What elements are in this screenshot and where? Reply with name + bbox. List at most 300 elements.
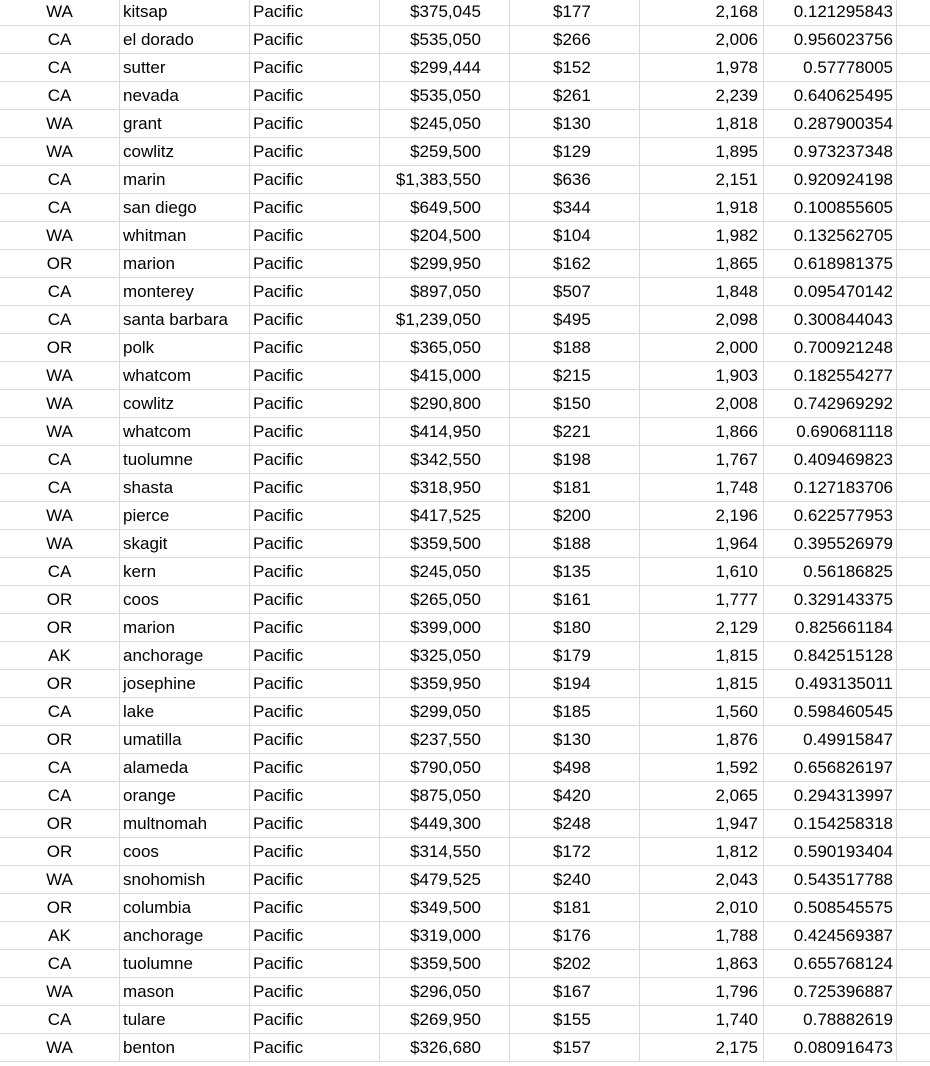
region-cell[interactable]: Pacific [250, 670, 380, 697]
sqft-cell[interactable]: 1,796 [640, 978, 764, 1005]
state-cell[interactable]: CA [0, 1006, 120, 1033]
region-cell[interactable]: Pacific [250, 222, 380, 249]
sqft-cell[interactable]: 2,098 [640, 306, 764, 333]
rent-cell[interactable]: $198 [510, 446, 640, 473]
state-cell[interactable]: WA [0, 978, 120, 1005]
sqft-cell[interactable]: 2,010 [640, 894, 764, 921]
price-cell[interactable]: $314,550 [380, 838, 510, 865]
region-cell[interactable]: Pacific [250, 502, 380, 529]
region-cell[interactable]: Pacific [250, 530, 380, 557]
county-cell[interactable]: tulare [120, 1006, 250, 1033]
table-row [0, 614, 930, 642]
county-cell[interactable]: sutter [120, 54, 250, 81]
region-cell[interactable]: Pacific [250, 810, 380, 837]
region-cell[interactable]: Pacific [250, 866, 380, 893]
ratio-cell[interactable]: 0.132562705 [764, 222, 897, 249]
county-cell[interactable]: san diego [120, 194, 250, 221]
region-cell[interactable]: Pacific [250, 950, 380, 977]
county-cell[interactable]: anchorage [120, 642, 250, 669]
state-cell[interactable]: CA [0, 194, 120, 221]
price-cell[interactable]: $359,500 [380, 530, 510, 557]
ratio-cell[interactable]: 0.956023756 [764, 26, 897, 53]
sqft-cell[interactable]: 1,863 [640, 950, 764, 977]
sqft-cell[interactable]: 1,815 [640, 670, 764, 697]
state-cell[interactable]: WA [0, 138, 120, 165]
county-cell[interactable]: snohomish [120, 866, 250, 893]
price-cell[interactable]: $326,680 [380, 1034, 510, 1061]
sqft-cell[interactable]: 2,239 [640, 82, 764, 109]
sqft-cell[interactable]: 1,818 [640, 110, 764, 137]
sqft-cell[interactable]: 1,740 [640, 1006, 764, 1033]
state-cell[interactable]: CA [0, 754, 120, 781]
rent-cell[interactable]: $180 [510, 614, 640, 641]
price-cell[interactable]: $296,050 [380, 978, 510, 1005]
price-cell[interactable]: $359,500 [380, 950, 510, 977]
sqft-cell[interactable]: 1,876 [640, 726, 764, 753]
county-cell[interactable]: tuolumne [120, 950, 250, 977]
ratio-cell[interactable]: 0.493135011 [764, 670, 897, 697]
rent-cell[interactable]: $636 [510, 166, 640, 193]
state-cell[interactable]: AK [0, 642, 120, 669]
sqft-cell[interactable]: 1,964 [640, 530, 764, 557]
ratio-cell[interactable]: 0.095470142 [764, 278, 897, 305]
sqft-cell[interactable]: 1,848 [640, 278, 764, 305]
region-cell[interactable]: Pacific [250, 0, 380, 25]
price-cell[interactable]: $245,050 [380, 110, 510, 137]
sqft-cell[interactable]: 2,008 [640, 390, 764, 417]
price-cell[interactable]: $318,950 [380, 474, 510, 501]
region-cell[interactable]: Pacific [250, 26, 380, 53]
price-cell[interactable]: $897,050 [380, 278, 510, 305]
price-cell[interactable]: $375,045 [380, 0, 510, 25]
region-cell[interactable]: Pacific [250, 446, 380, 473]
ratio-cell[interactable]: 0.424569387 [764, 922, 897, 949]
ratio-cell[interactable]: 0.287900354 [764, 110, 897, 137]
region-cell[interactable]: Pacific [250, 922, 380, 949]
county-cell[interactable]: anchorage [120, 922, 250, 949]
county-cell[interactable]: shasta [120, 474, 250, 501]
table-row [0, 222, 930, 250]
rent-cell[interactable]: $181 [510, 474, 640, 501]
region-cell[interactable]: Pacific [250, 306, 380, 333]
county-cell[interactable]: coos [120, 838, 250, 865]
region-cell[interactable]: Pacific [250, 838, 380, 865]
price-cell[interactable]: $325,050 [380, 642, 510, 669]
price-cell[interactable]: $299,444 [380, 54, 510, 81]
rent-cell[interactable]: $185 [510, 698, 640, 725]
sqft-cell[interactable]: 2,043 [640, 866, 764, 893]
sqft-cell[interactable]: 2,065 [640, 782, 764, 809]
rent-cell[interactable]: $130 [510, 726, 640, 753]
rent-cell[interactable]: $104 [510, 222, 640, 249]
table-row [0, 810, 930, 838]
table-row [0, 54, 930, 82]
county-cell[interactable]: nevada [120, 82, 250, 109]
county-cell[interactable]: pierce [120, 502, 250, 529]
price-cell[interactable]: $535,050 [380, 82, 510, 109]
price-cell[interactable]: $299,950 [380, 250, 510, 277]
county-cell[interactable]: whitman [120, 222, 250, 249]
region-cell[interactable]: Pacific [250, 586, 380, 613]
ratio-cell[interactable]: 0.742969292 [764, 390, 897, 417]
state-cell[interactable]: OR [0, 810, 120, 837]
price-cell[interactable]: $290,800 [380, 390, 510, 417]
sqft-cell[interactable]: 2,175 [640, 1034, 764, 1061]
rent-cell[interactable]: $152 [510, 54, 640, 81]
county-cell[interactable]: alameda [120, 754, 250, 781]
rent-cell[interactable]: $240 [510, 866, 640, 893]
rent-cell[interactable]: $194 [510, 670, 640, 697]
state-cell[interactable]: WA [0, 110, 120, 137]
region-cell[interactable]: Pacific [250, 194, 380, 221]
ratio-cell[interactable]: 0.395526979 [764, 530, 897, 557]
sqft-cell[interactable]: 2,000 [640, 334, 764, 361]
rent-cell[interactable]: $155 [510, 1006, 640, 1033]
region-cell[interactable]: Pacific [250, 82, 380, 109]
ratio-cell[interactable]: 0.590193404 [764, 838, 897, 865]
ratio-cell[interactable]: 0.973237348 [764, 138, 897, 165]
region-cell[interactable]: Pacific [250, 166, 380, 193]
region-cell[interactable]: Pacific [250, 138, 380, 165]
table-row [0, 390, 930, 418]
price-cell[interactable]: $1,239,050 [380, 306, 510, 333]
rent-cell[interactable]: $176 [510, 922, 640, 949]
table-row [0, 558, 930, 586]
state-cell[interactable]: WA [0, 530, 120, 557]
state-cell[interactable]: CA [0, 474, 120, 501]
rent-cell[interactable]: $202 [510, 950, 640, 977]
ratio-cell[interactable]: 0.409469823 [764, 446, 897, 473]
price-cell[interactable]: $204,500 [380, 222, 510, 249]
sqft-cell[interactable]: 1,982 [640, 222, 764, 249]
table-row [0, 838, 930, 866]
price-cell[interactable]: $415,000 [380, 362, 510, 389]
ratio-cell[interactable]: 0.329143375 [764, 586, 897, 613]
region-cell[interactable]: Pacific [250, 54, 380, 81]
region-cell[interactable]: Pacific [250, 1006, 380, 1033]
rent-cell[interactable]: $221 [510, 418, 640, 445]
state-cell[interactable]: OR [0, 586, 120, 613]
state-cell[interactable]: OR [0, 250, 120, 277]
ratio-cell[interactable]: 0.78882619 [764, 1006, 897, 1033]
ratio-cell[interactable]: 0.121295843 [764, 0, 897, 25]
table-row [0, 166, 930, 194]
county-cell[interactable]: polk [120, 334, 250, 361]
county-cell[interactable]: multnomah [120, 810, 250, 837]
rent-cell[interactable]: $181 [510, 894, 640, 921]
table-row [0, 726, 930, 754]
table-row [0, 306, 930, 334]
table-row [0, 138, 930, 166]
rent-cell[interactable]: $498 [510, 754, 640, 781]
ratio-cell[interactable]: 0.300844043 [764, 306, 897, 333]
sqft-cell[interactable]: 2,129 [640, 614, 764, 641]
price-cell[interactable]: $349,500 [380, 894, 510, 921]
sqft-cell[interactable]: 2,196 [640, 502, 764, 529]
ratio-cell[interactable]: 0.690681118 [764, 418, 897, 445]
sqft-cell[interactable]: 2,168 [640, 0, 764, 25]
table-row [0, 446, 930, 474]
state-cell[interactable]: CA [0, 558, 120, 585]
county-cell[interactable]: umatilla [120, 726, 250, 753]
state-cell[interactable]: WA [0, 0, 120, 25]
ratio-cell[interactable]: 0.640625495 [764, 82, 897, 109]
sqft-cell[interactable]: 1,903 [640, 362, 764, 389]
ratio-cell[interactable]: 0.656826197 [764, 754, 897, 781]
rent-cell[interactable]: $172 [510, 838, 640, 865]
sqft-cell[interactable]: 1,610 [640, 558, 764, 585]
ratio-cell[interactable]: 0.100855605 [764, 194, 897, 221]
sqft-cell[interactable]: 1,592 [640, 754, 764, 781]
region-cell[interactable]: Pacific [250, 642, 380, 669]
table-row [0, 1034, 930, 1062]
county-cell[interactable]: monterey [120, 278, 250, 305]
state-cell[interactable]: OR [0, 670, 120, 697]
sqft-cell[interactable]: 1,815 [640, 642, 764, 669]
ratio-cell[interactable]: 0.508545575 [764, 894, 897, 921]
state-cell[interactable]: CA [0, 306, 120, 333]
table-row [0, 642, 930, 670]
rent-cell[interactable]: $177 [510, 0, 640, 25]
county-cell[interactable]: kitsap [120, 0, 250, 25]
county-cell[interactable]: benton [120, 1034, 250, 1061]
sqft-cell[interactable]: 1,947 [640, 810, 764, 837]
table-row [0, 866, 930, 894]
sqft-cell[interactable]: 1,895 [640, 138, 764, 165]
table-row [0, 698, 930, 726]
sqft-cell[interactable]: 2,151 [640, 166, 764, 193]
region-cell[interactable]: Pacific [250, 978, 380, 1005]
region-cell[interactable]: Pacific [250, 278, 380, 305]
region-cell[interactable]: Pacific [250, 334, 380, 361]
rent-cell[interactable]: $157 [510, 1034, 640, 1061]
county-cell[interactable]: marion [120, 614, 250, 641]
rent-cell[interactable]: $420 [510, 782, 640, 809]
ratio-cell[interactable]: 0.618981375 [764, 250, 897, 277]
table-row [0, 0, 930, 26]
table-row [0, 26, 930, 54]
table-row [0, 1006, 930, 1034]
table-row [0, 950, 930, 978]
region-cell[interactable]: Pacific [250, 698, 380, 725]
county-cell[interactable]: santa barbara [120, 306, 250, 333]
price-cell[interactable]: $449,300 [380, 810, 510, 837]
region-cell[interactable]: Pacific [250, 418, 380, 445]
rent-cell[interactable]: $188 [510, 530, 640, 557]
county-cell[interactable]: tuolumne [120, 446, 250, 473]
table-row [0, 250, 930, 278]
state-cell[interactable]: AK [0, 922, 120, 949]
table-row [0, 670, 930, 698]
table-row [0, 194, 930, 222]
table-row [0, 754, 930, 782]
state-cell[interactable]: WA [0, 390, 120, 417]
region-cell[interactable]: Pacific [250, 362, 380, 389]
rent-cell[interactable]: $344 [510, 194, 640, 221]
rent-cell[interactable]: $188 [510, 334, 640, 361]
region-cell[interactable]: Pacific [250, 614, 380, 641]
price-cell[interactable]: $1,383,550 [380, 166, 510, 193]
rent-cell[interactable]: $161 [510, 586, 640, 613]
rent-cell[interactable]: $266 [510, 26, 640, 53]
state-cell[interactable]: OR [0, 838, 120, 865]
price-cell[interactable]: $365,050 [380, 334, 510, 361]
table-row [0, 894, 930, 922]
state-cell[interactable]: CA [0, 698, 120, 725]
sqft-cell[interactable]: 1,748 [640, 474, 764, 501]
county-cell[interactable]: el dorado [120, 26, 250, 53]
table-row [0, 474, 930, 502]
ratio-cell[interactable]: 0.598460545 [764, 698, 897, 725]
price-cell[interactable]: $535,050 [380, 26, 510, 53]
price-cell[interactable]: $417,525 [380, 502, 510, 529]
sqft-cell[interactable]: 1,777 [640, 586, 764, 613]
price-cell[interactable]: $319,000 [380, 922, 510, 949]
ratio-cell[interactable]: 0.294313997 [764, 782, 897, 809]
price-cell[interactable]: $237,550 [380, 726, 510, 753]
ratio-cell[interactable]: 0.700921248 [764, 334, 897, 361]
rent-cell[interactable]: $248 [510, 810, 640, 837]
state-cell[interactable]: OR [0, 334, 120, 361]
sqft-cell[interactable]: 1,560 [640, 698, 764, 725]
region-cell[interactable]: Pacific [250, 250, 380, 277]
table-row [0, 530, 930, 558]
state-cell[interactable]: CA [0, 166, 120, 193]
county-cell[interactable]: whatcom [120, 362, 250, 389]
price-cell[interactable]: $265,050 [380, 586, 510, 613]
sqft-cell[interactable]: 1,866 [640, 418, 764, 445]
state-cell[interactable]: WA [0, 362, 120, 389]
state-cell[interactable]: CA [0, 26, 120, 53]
county-cell[interactable]: whatcom [120, 418, 250, 445]
county-cell[interactable]: marin [120, 166, 250, 193]
ratio-cell[interactable]: 0.154258318 [764, 810, 897, 837]
state-cell[interactable]: OR [0, 894, 120, 921]
price-cell[interactable]: $875,050 [380, 782, 510, 809]
rent-cell[interactable]: $495 [510, 306, 640, 333]
table-row [0, 502, 930, 530]
county-cell[interactable]: kern [120, 558, 250, 585]
region-cell[interactable]: Pacific [250, 110, 380, 137]
rent-cell[interactable]: $162 [510, 250, 640, 277]
rent-cell[interactable]: $200 [510, 502, 640, 529]
state-cell[interactable]: CA [0, 278, 120, 305]
ratio-cell[interactable]: 0.57778005 [764, 54, 897, 81]
state-cell[interactable]: CA [0, 950, 120, 977]
county-cell[interactable]: coos [120, 586, 250, 613]
region-cell[interactable]: Pacific [250, 390, 380, 417]
region-cell[interactable]: Pacific [250, 894, 380, 921]
price-cell[interactable]: $245,050 [380, 558, 510, 585]
sqft-cell[interactable]: 1,918 [640, 194, 764, 221]
rent-cell[interactable]: $130 [510, 110, 640, 137]
price-cell[interactable]: $399,000 [380, 614, 510, 641]
rent-cell[interactable]: $135 [510, 558, 640, 585]
state-cell[interactable]: WA [0, 1034, 120, 1061]
county-cell[interactable]: skagit [120, 530, 250, 557]
sqft-cell[interactable]: 1,788 [640, 922, 764, 949]
ratio-cell[interactable]: 0.080916473 [764, 1034, 897, 1061]
ratio-cell[interactable]: 0.543517788 [764, 866, 897, 893]
county-cell[interactable]: orange [120, 782, 250, 809]
sqft-cell[interactable]: 1,767 [640, 446, 764, 473]
table-row [0, 334, 930, 362]
state-cell[interactable]: CA [0, 54, 120, 81]
price-cell[interactable]: $649,500 [380, 194, 510, 221]
region-cell[interactable]: Pacific [250, 782, 380, 809]
rent-cell[interactable]: $215 [510, 362, 640, 389]
ratio-cell[interactable]: 0.725396887 [764, 978, 897, 1005]
ratio-cell[interactable]: 0.825661184 [764, 614, 897, 641]
rent-cell[interactable]: $179 [510, 642, 640, 669]
price-cell[interactable]: $359,950 [380, 670, 510, 697]
ratio-cell[interactable]: 0.182554277 [764, 362, 897, 389]
ratio-cell[interactable]: 0.56186825 [764, 558, 897, 585]
price-cell[interactable]: $259,500 [380, 138, 510, 165]
rent-cell[interactable]: $167 [510, 978, 640, 1005]
county-cell[interactable]: grant [120, 110, 250, 137]
state-cell[interactable]: WA [0, 866, 120, 893]
state-cell[interactable]: CA [0, 446, 120, 473]
region-cell[interactable]: Pacific [250, 558, 380, 585]
region-cell[interactable]: Pacific [250, 1034, 380, 1061]
price-cell[interactable]: $269,950 [380, 1006, 510, 1033]
county-cell[interactable]: josephine [120, 670, 250, 697]
rent-cell[interactable]: $261 [510, 82, 640, 109]
state-cell[interactable]: WA [0, 502, 120, 529]
sqft-cell[interactable]: 1,978 [640, 54, 764, 81]
ratio-cell[interactable]: 0.127183706 [764, 474, 897, 501]
state-cell[interactable]: OR [0, 726, 120, 753]
sqft-cell[interactable]: 1,865 [640, 250, 764, 277]
state-cell[interactable]: CA [0, 782, 120, 809]
county-cell[interactable]: lake [120, 698, 250, 725]
table-row [0, 782, 930, 810]
region-cell[interactable]: Pacific [250, 474, 380, 501]
ratio-cell[interactable]: 0.655768124 [764, 950, 897, 977]
table-row [0, 922, 930, 950]
sqft-cell[interactable]: 1,812 [640, 838, 764, 865]
rent-cell[interactable]: $150 [510, 390, 640, 417]
table-row [0, 362, 930, 390]
price-cell[interactable]: $479,525 [380, 866, 510, 893]
price-cell[interactable]: $342,550 [380, 446, 510, 473]
county-cell[interactable]: mason [120, 978, 250, 1005]
state-cell[interactable]: OR [0, 614, 120, 641]
region-cell[interactable]: Pacific [250, 754, 380, 781]
ratio-cell[interactable]: 0.920924198 [764, 166, 897, 193]
price-cell[interactable]: $790,050 [380, 754, 510, 781]
county-cell[interactable]: cowlitz [120, 390, 250, 417]
state-cell[interactable]: WA [0, 222, 120, 249]
county-cell[interactable]: columbia [120, 894, 250, 921]
ratio-cell[interactable]: 0.622577953 [764, 502, 897, 529]
county-cell[interactable]: cowlitz [120, 138, 250, 165]
sqft-cell[interactable]: 2,006 [640, 26, 764, 53]
rent-cell[interactable]: $507 [510, 278, 640, 305]
state-cell[interactable]: WA [0, 418, 120, 445]
table-row [0, 586, 930, 614]
table-row [0, 418, 930, 446]
county-cell[interactable]: marion [120, 250, 250, 277]
ratio-cell[interactable]: 0.842515128 [764, 642, 897, 669]
region-cell[interactable]: Pacific [250, 726, 380, 753]
price-cell[interactable]: $299,050 [380, 698, 510, 725]
ratio-cell[interactable]: 0.49915847 [764, 726, 897, 753]
price-cell[interactable]: $414,950 [380, 418, 510, 445]
rent-cell[interactable]: $129 [510, 138, 640, 165]
state-cell[interactable]: CA [0, 82, 120, 109]
